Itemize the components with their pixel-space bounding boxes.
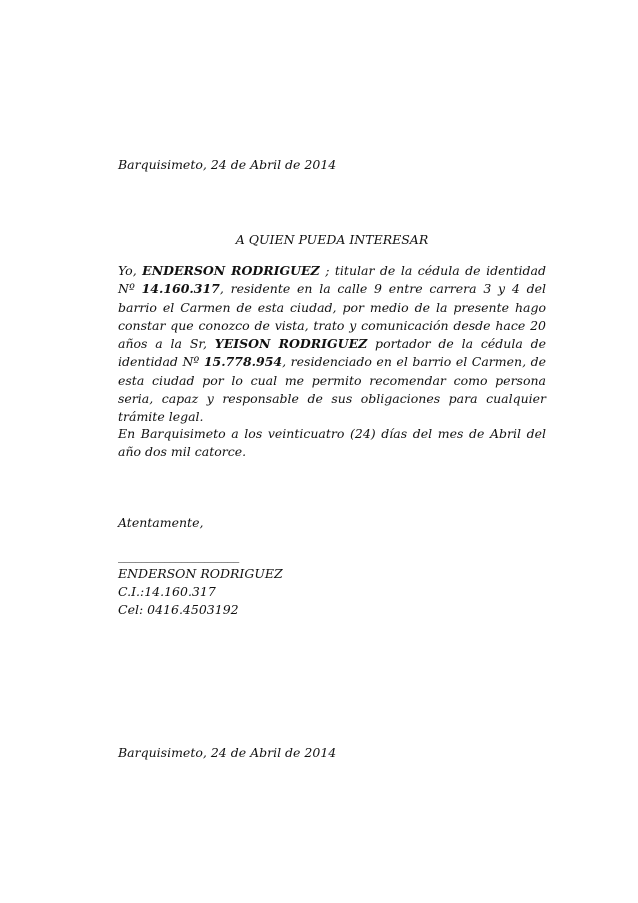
- body-paragraph: [118, 262, 546, 427]
- signature-line: _____________________: [118, 548, 239, 563]
- declarant-name: ENDERSON RODRIGUEZ: [142, 263, 320, 278]
- letter-heading: A QUIEN PUEDA INTERESAR: [235, 232, 429, 247]
- signer-cel: Cel: 0416.4503192: [118, 602, 239, 617]
- recommended-id: 15.778.954: [203, 354, 283, 370]
- body-text-2: ; titular de la cédula de identidad Nº: [118, 263, 547, 297]
- body-text-4: portador de la cédula de identidad Nº: [118, 336, 546, 370]
- body-text-3: , residente en la calle 9 entre carrera 3 y 4 del barrio el Carmen de esta ciudad, por medio de la presente hago constar que conozco de vista, trato y comunicación desde hace 20 años a la Sr,: [118, 281, 546, 352]
- declarant-id: 14.160.317: [141, 281, 220, 297]
- salutation: Atentamente,: [118, 515, 204, 530]
- body-text-1: Yo,: [118, 263, 143, 278]
- date-bottom: Barquisimeto, 24 de Abril de 2014: [118, 745, 337, 760]
- body-text-5: , residenciado en el barrio el Carmen, de esta ciudad por lo cual me permito recomendar como persona seria, capaz y responsable de sus obligaciones para cualquier trámite legal.: [118, 354, 546, 425]
- date-top: Barquisimeto, 24 de Abril de 2014: [118, 157, 337, 172]
- signer-ci: C.I.:14.160.317: [118, 584, 216, 599]
- closing-paragraph: En Barquisimeto a los veinticuatro (24) días del mes de Abril del año dos mil catorce.: [118, 426, 546, 460]
- recommended-name: YEISON RODRIGUEZ: [214, 336, 368, 352]
- signer-name: ENDERSON RODRIGUEZ: [118, 566, 283, 581]
